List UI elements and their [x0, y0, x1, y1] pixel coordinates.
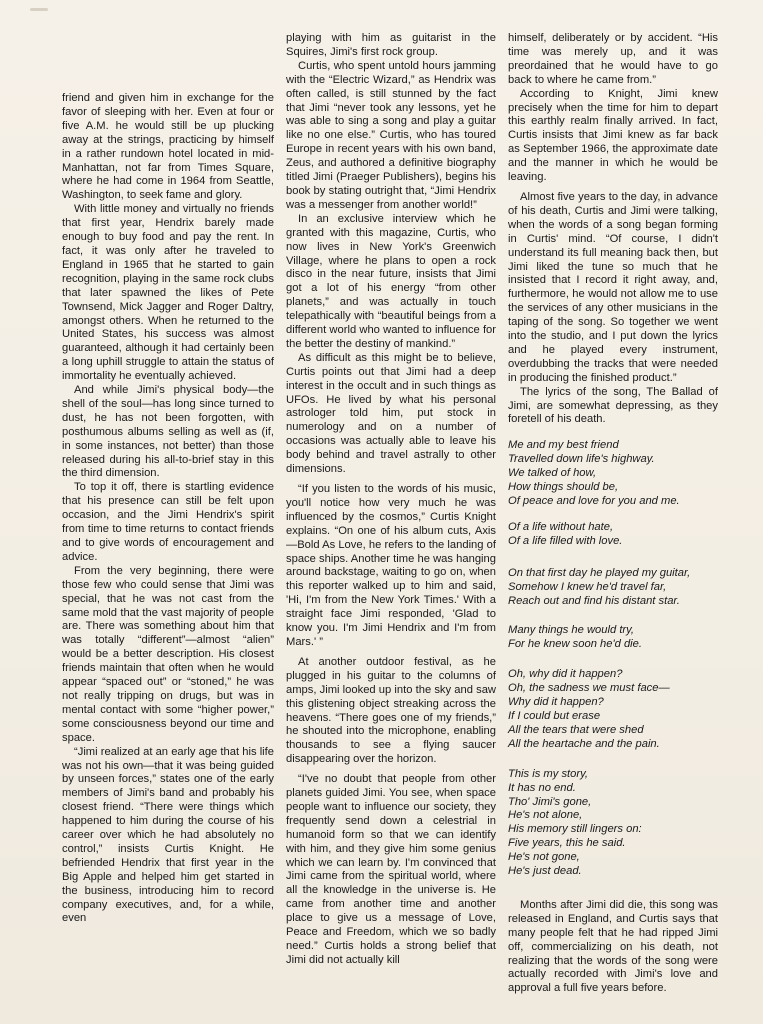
- article-column-1: [62, 92, 274, 926]
- paragraph: And while Jimi's physical body—the shell of the soul—has long since turned to dust, he has not been forgotten, with posthumous albums selling as well as (if, in some instances, not better) than those released during his all-to-brief stay in this the third dimension.: [62, 384, 274, 480]
- lyric-line: Five years, this he said.: [508, 837, 626, 850]
- paragraph: himself, deliberately or by accident. “His time was merely up, and it was preordained that he would have to go back to where he came from.”: [508, 32, 718, 86]
- paragraph: According to Knight, Jimi knew precisely when the time for him to depart this earthly realm finally arrived. In fact, Curtis insists that Jimi knew as far back as September 1966, the approximate date and the manner in which he would be leaving.: [508, 87, 718, 184]
- lyric-line: Somehow I knew he'd travel far,: [508, 580, 667, 593]
- paper-mark: [30, 8, 48, 11]
- lyrics-stanza: [508, 668, 718, 751]
- lyric-line: If I could but erase: [508, 709, 601, 722]
- lyric-line: Of a life filled with love.: [508, 534, 623, 547]
- paragraph: Almost five years to the day, in advance of his death, Curtis and Jimi were talking, when the words of a song began forming in Curtis' mind. “Of course, I didn't understand its full meaning back then, but Jimi liked the tune so much that he insisted that I record it right away, and, furthermore, he would not allow me to use the services of any other musicians in the taping of the song. So together we went into the studio, and I put down the lyrics and he played every instrument, overdubbing the tracks that were needed in producing the finished product.”: [508, 190, 718, 384]
- lyric-line: Many things he would try,: [508, 624, 635, 637]
- lyric-line: He's not gone,: [508, 851, 580, 864]
- paragraph: At another outdoor festival, as he plugged in his guitar to the columns of amps, Jimi looked up into the sky and saw this glistening object streaking across the heavens. “There goes one of my friends,” he shouted into the microphone, enabling thousands to see a flying saucer disappearing over the horizon.: [286, 655, 496, 766]
- article-column-2: [286, 32, 496, 968]
- paragraph: To top it off, there is startling evidence that his presence can still be felt upon occasion, and the Jimi Hendrix's spirit from time to time returns to contact friends and to give words of encouragement and advice.: [62, 481, 274, 563]
- lyrics-stanza: [508, 624, 718, 652]
- lyric-line: Tho' Jimi's gone,: [508, 795, 592, 808]
- lyrics-stanza: [508, 439, 718, 509]
- lyric-line: For he knew soon he'd die.: [508, 638, 642, 651]
- lyric-line: Travelled down life's highway.: [508, 453, 655, 466]
- lyric-line: This is my story,: [508, 767, 588, 780]
- paragraph: “Jimi realized at an early age that his life was not his own—that it was being guided by unseen forces,” states one of the early members of Jimi's band and probably his closest friend. “There were things which happened to him during the course of his career over which he had absolutely no control,” insists Curtis Knight. He befriended Hendrix that first year in the Big Apple and helped him get started in the business, introducing him to record company executives, and, for a while, even: [62, 745, 274, 925]
- lyric-line: Me and my best friend: [508, 439, 619, 452]
- lyric-line: Of a life without hate,: [508, 520, 614, 533]
- paragraph: friend and given him in exchange for the favor of sleeping with her. Even at four or five A.M. he would still be up plucking away at the strings, practicing by himself in a rather rundown hotel located in mid-Manhattan, not far from Times Square, where he had come in 1964 from Seattle, Washington, to seek fame and glory.: [62, 92, 274, 202]
- lyric-line: On that first day he played my guitar,: [508, 566, 691, 579]
- lyric-line: All the heartache and the pain.: [508, 737, 660, 750]
- lyrics-stanza: [508, 567, 718, 609]
- article-column-3: [508, 32, 718, 996]
- paragraph: In an exclusive interview which he granted with this magazine, Curtis, who now lives in New York's Greenwich Village, where he plans to open a rock disco in the near future, insists that Jimi got a lot of his energy “from other planets,” and was actually in touch telepathically with “beautiful beings from a different world who wanted to influence for the better the destiny of mankind.”: [286, 212, 496, 350]
- lyrics-stanza: [508, 521, 718, 549]
- lyric-line: His memory still lingers on:: [508, 823, 642, 836]
- lyric-line: We talked of how,: [508, 467, 597, 480]
- paragraph: The lyrics of the song, The Ballad of Jimi, are somewhat depressing, as they foretell of his death.: [508, 385, 718, 426]
- lyrics-stanza: [508, 768, 718, 879]
- lyric-line: Why did it happen?: [508, 696, 604, 709]
- lyric-line: Reach out and find his distant star.: [508, 594, 680, 607]
- song-lyrics: [508, 439, 718, 879]
- paragraph: playing with him as guitarist in the Squires, Jimi's first rock group.: [286, 32, 496, 58]
- lyric-line: He's not alone,: [508, 809, 583, 822]
- paragraph: From the very beginning, there were those few who could sense that Jimi was special, that he was not cast from the same mold that the vast majority of people are. There was something about him that was totally “different”—almost “alien” would be a better description. His closest friends maintain that often when he would appear “spaced out” or “stoned,” he was not really tripping on drugs, but was in mental contact with some “higher power,” some consciousness beyond our time and space.: [62, 564, 274, 744]
- lyric-line: How things should be,: [508, 481, 619, 494]
- paragraph: “I've no doubt that people from other planets guided Jimi. You see, when space people want to influence our society, they frequently send down a celestrial in humanoid form so that we can identify with him, and they give him some genius which we can learn by. I'm convinced that Jimi came from the spiritual world, where all the knowledge in the universe is. He came from another time and another place to give us a message of Love, Peace and Freedom, which we so badly need.” Curtis holds a strong belief that Jimi did not actually kill: [286, 773, 496, 966]
- paragraph: Curtis, who spent untold hours jamming with the “Electric Wizard,” as Hendrix was often called, is still stunned by the fact that Jimi “never took any lessons, yet he was able to sing a song and play a guitar like no one else.” Curtis, who has toured Europe in recent years with his own band, Zeus, and authored a definitive biography titled Jimi (Praeger Publishers), begins his book by stating outright that, “Jimi Hendrix was a messenger from another world!”: [286, 59, 496, 211]
- lyric-line: Oh, why did it happen?: [508, 668, 623, 681]
- paragraph: Months after Jimi did die, this song was released in England, and Curtis says that many people felt that he had ripped Jimi off, commercializing on his death, not realizing that the words of the song were actually recorded with Jimi's love and approval a full five years before.: [508, 898, 718, 995]
- lyric-line: He's just dead.: [508, 865, 582, 878]
- paragraph: With little money and virtually no friends that first year, Hendrix barely made enough to buy food and pay the rent. In fact, it was only after he traveled to England in 1965 that he started to gain recognition, playing in the same rock clubs that later spawned the likes of Pete Townsend, Mick Jagger and Roger Daltry, amongst others. When he returned to the United States, his success was almost guaranteed, although it had certainly been a long uphill struggle to attain the status of immortality he eventually achieved.: [62, 203, 274, 383]
- lyric-line: Oh, the sadness we must face—: [508, 682, 670, 695]
- lyric-line: Of peace and love for you and me.: [508, 495, 680, 507]
- lyric-line: All the tears that were shed: [508, 723, 644, 736]
- lyric-line: It has no end.: [508, 781, 576, 794]
- paragraph: As difficult as this might be to believe, Curtis points out that Jimi had a deep interest in the occult and in such things as UFOs. He lived by what his personal astrologer told him, put stock in numerology and on a number of occasions was actually able to leave his body behind and travel astrally to other dimensions.: [286, 351, 496, 476]
- paragraph: “If you listen to the words of his music, you'll notice how very much he was influenced by the cosmos,” Curtis Knight explains. “On one of his album cuts, Axis—Bold As Love, he refers to the landing of space ships. Another time he was hanging around backstage, waiting to go on, when this reporter walked up to him and said, 'Hi, I'm from the New York Times.' With a straight face Jimi responded, 'Glad to know you. I'm Jimi Hendrix and I'm from Mars.' ”: [286, 483, 496, 648]
